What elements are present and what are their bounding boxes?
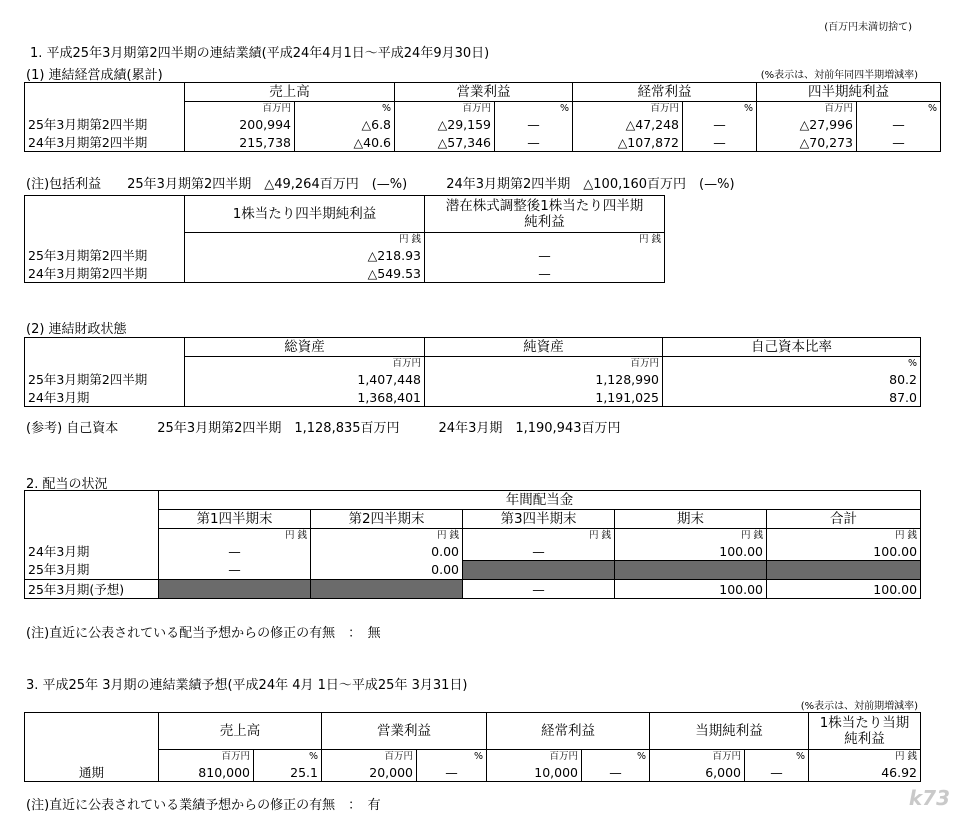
cell: — — [857, 133, 941, 152]
unit: 百万円 — [395, 102, 495, 116]
ops-header-ord: 経常利益 — [573, 83, 757, 102]
eps-header-line1: 1株当たり当期 — [819, 715, 910, 731]
row-label: 24年3月期第2四半期 — [25, 264, 185, 283]
cell: — — [159, 561, 311, 580]
cell: — — [417, 763, 487, 782]
header-note: (百万円未満切捨て) — [824, 22, 912, 33]
equity-reference-note: (参考) 自己資本 25年3月期第2四半期 1,128,835百万円 24年3月期 1,190,943百万円 — [26, 421, 621, 436]
forecast-header-eps — [809, 713, 921, 750]
cell: △47,248 — [573, 115, 683, 133]
forecast-header-ord: 経常利益 — [487, 713, 650, 750]
unit: 百万円 — [185, 102, 295, 116]
table-row — [25, 542, 921, 561]
cell: △40.6 — [295, 133, 395, 152]
row-label: 24年3月期 — [25, 542, 159, 561]
watermark-logo: k73 — [908, 786, 950, 810]
unit: 円 銭 — [159, 529, 311, 543]
fin-header-net-assets: 純資産 — [425, 338, 663, 357]
cell: 20,000 — [322, 763, 417, 782]
unit: % — [683, 102, 757, 116]
shaded-cell — [311, 580, 463, 599]
row-label: 25年3月期 — [25, 561, 159, 580]
cell: — — [463, 580, 615, 599]
cell: — — [159, 542, 311, 561]
ops-table — [24, 82, 941, 152]
diluted-header-line1: 潜在株式調整後1株当たり四半期 — [445, 198, 644, 214]
unit: 百万円 — [573, 102, 683, 116]
eps-header: 1株当たり四半期純利益 — [185, 196, 425, 233]
unit: % — [582, 750, 650, 764]
shaded-cell — [615, 561, 767, 580]
cell: △6.8 — [295, 115, 395, 133]
cell: — — [582, 763, 650, 782]
forecast-table — [24, 712, 921, 782]
section2-title: 2. 配当の状況 — [26, 477, 108, 492]
table-row — [25, 580, 921, 599]
eps-corner — [25, 196, 185, 247]
table-row — [25, 133, 941, 152]
cell: — — [463, 542, 615, 561]
unit: % — [745, 750, 809, 764]
unit: 円 銭 — [463, 529, 615, 543]
cell: 100.00 — [615, 542, 767, 561]
section1-title: 1. 平成25年3月期第2四半期の連結業績(平成24年4月1日～平成24年9月30日) — [30, 46, 490, 61]
fin-corner — [25, 338, 185, 371]
dividend-header-end: 期末 — [615, 510, 767, 529]
unit: 百万円 — [487, 750, 582, 764]
cell: — — [683, 133, 757, 152]
diluted-eps-header — [425, 196, 665, 233]
dividend-corner — [25, 491, 159, 543]
row-label: 25年3月期(予想) — [25, 580, 159, 599]
unit: 円 銭 — [185, 233, 425, 247]
cell: — — [495, 115, 573, 133]
cell: 25.1 — [254, 763, 322, 782]
row-label: 25年3月期第2四半期 — [25, 246, 185, 264]
table-row — [25, 370, 921, 388]
unit: 円 銭 — [425, 233, 665, 247]
eps-table — [24, 195, 665, 283]
forecast-revision-note: (注)直近に公表されている業績予想からの修正の有無 ： 有 — [26, 798, 381, 813]
cell: 100.00 — [767, 542, 921, 561]
dividend-header-q1: 第1四半期末 — [159, 510, 311, 529]
cell: △57,346 — [395, 133, 495, 152]
unit: 百万円 — [185, 357, 425, 371]
cell: 100.00 — [615, 580, 767, 599]
ops-header-net: 四半期純利益 — [757, 83, 941, 102]
shaded-cell — [463, 561, 615, 580]
cell: △218.93 — [185, 246, 425, 264]
cell: 100.00 — [767, 580, 921, 599]
section3-note: (%表示は、対前期増減率) — [800, 701, 918, 712]
row-label: 24年3月期第2四半期 — [25, 133, 185, 152]
shaded-cell — [159, 580, 311, 599]
cell: — — [425, 246, 665, 264]
unit: 百万円 — [159, 750, 254, 764]
row-label: 25年3月期第2四半期 — [25, 370, 185, 388]
cell: △107,872 — [573, 133, 683, 152]
cell: — — [425, 264, 665, 283]
unit: % — [254, 750, 322, 764]
row-label: 25年3月期第2四半期 — [25, 115, 185, 133]
forecast-header-net: 当期純利益 — [650, 713, 809, 750]
cell: 200,994 — [185, 115, 295, 133]
cell: 1,407,448 — [185, 370, 425, 388]
section1-sub2: (2) 連結財政状態 — [26, 322, 127, 337]
cell: 87.0 — [663, 388, 921, 407]
table-row — [25, 264, 665, 283]
cell: △29,159 — [395, 115, 495, 133]
fin-table — [24, 337, 921, 407]
table-row — [25, 246, 665, 264]
unit: % — [495, 102, 573, 116]
dividend-header-q2: 第2四半期末 — [311, 510, 463, 529]
table-row — [25, 561, 921, 580]
unit: 百万円 — [425, 357, 663, 371]
fin-header-assets: 総資産 — [185, 338, 425, 357]
unit: 百万円 — [757, 102, 857, 116]
dividend-header-q3: 第3四半期末 — [463, 510, 615, 529]
eps-header-line2: 純利益 — [844, 731, 885, 747]
unit: % — [857, 102, 941, 116]
unit: 百万円 — [650, 750, 745, 764]
ops-header-sales: 売上高 — [185, 83, 395, 102]
dividend-group-header: 年間配当金 — [159, 491, 921, 510]
dividend-table — [24, 490, 921, 599]
table-row — [25, 388, 921, 407]
cell: 0.00 — [311, 561, 463, 580]
diluted-header-line2: 純利益 — [524, 214, 565, 230]
row-label: 通期 — [25, 763, 159, 782]
ops-corner — [25, 83, 185, 116]
unit: % — [417, 750, 487, 764]
cell: — — [857, 115, 941, 133]
section1-sub1: (1) 連結経営成績(累計) — [26, 68, 163, 83]
cell: 46.92 — [809, 763, 921, 782]
cell: 1,368,401 — [185, 388, 425, 407]
cell: — — [683, 115, 757, 133]
ops-header-op: 営業利益 — [395, 83, 573, 102]
cell: 0.00 — [311, 542, 463, 561]
cell: 1,191,025 — [425, 388, 663, 407]
forecast-corner — [25, 713, 159, 764]
fin-header-ratio: 自己資本比率 — [663, 338, 921, 357]
cell: 215,738 — [185, 133, 295, 152]
unit: 円 銭 — [311, 529, 463, 543]
cell: △70,273 — [757, 133, 857, 152]
section1-sub1-note: (%表示は、対前年同四半期増減率) — [760, 70, 918, 81]
dividend-revision-note: (注)直近に公表されている配当予想からの修正の有無 ： 無 — [26, 626, 381, 641]
section3-title: 3. 平成25年 3月期の連結業績予想(平成24年 4月 1日～平成25年 3月31日) — [26, 678, 468, 693]
table-row — [25, 763, 921, 782]
cell: 810,000 — [159, 763, 254, 782]
unit: 百万円 — [322, 750, 417, 764]
cell: △549.53 — [185, 264, 425, 283]
cell: 1,128,990 — [425, 370, 663, 388]
unit: 円 銭 — [615, 529, 767, 543]
unit: % — [295, 102, 395, 116]
cell: 10,000 — [487, 763, 582, 782]
forecast-header-op: 営業利益 — [322, 713, 487, 750]
comprehensive-income-note: (注)包括利益 25年3月期第2四半期 △49,264百万円 (—%) 24年3月期第2四半期 △100,160百万円 (—%) — [26, 177, 735, 192]
forecast-header-sales: 売上高 — [159, 713, 322, 750]
row-label: 24年3月期 — [25, 388, 185, 407]
dividend-header-total: 合計 — [767, 510, 921, 529]
cell: △27,996 — [757, 115, 857, 133]
cell: 80.2 — [663, 370, 921, 388]
unit: 円 銭 — [767, 529, 921, 543]
cell: — — [745, 763, 809, 782]
cell: 6,000 — [650, 763, 745, 782]
shaded-cell — [767, 561, 921, 580]
unit: % — [663, 357, 921, 371]
table-row — [25, 115, 941, 133]
unit: 円 銭 — [809, 750, 921, 764]
cell: — — [495, 133, 573, 152]
